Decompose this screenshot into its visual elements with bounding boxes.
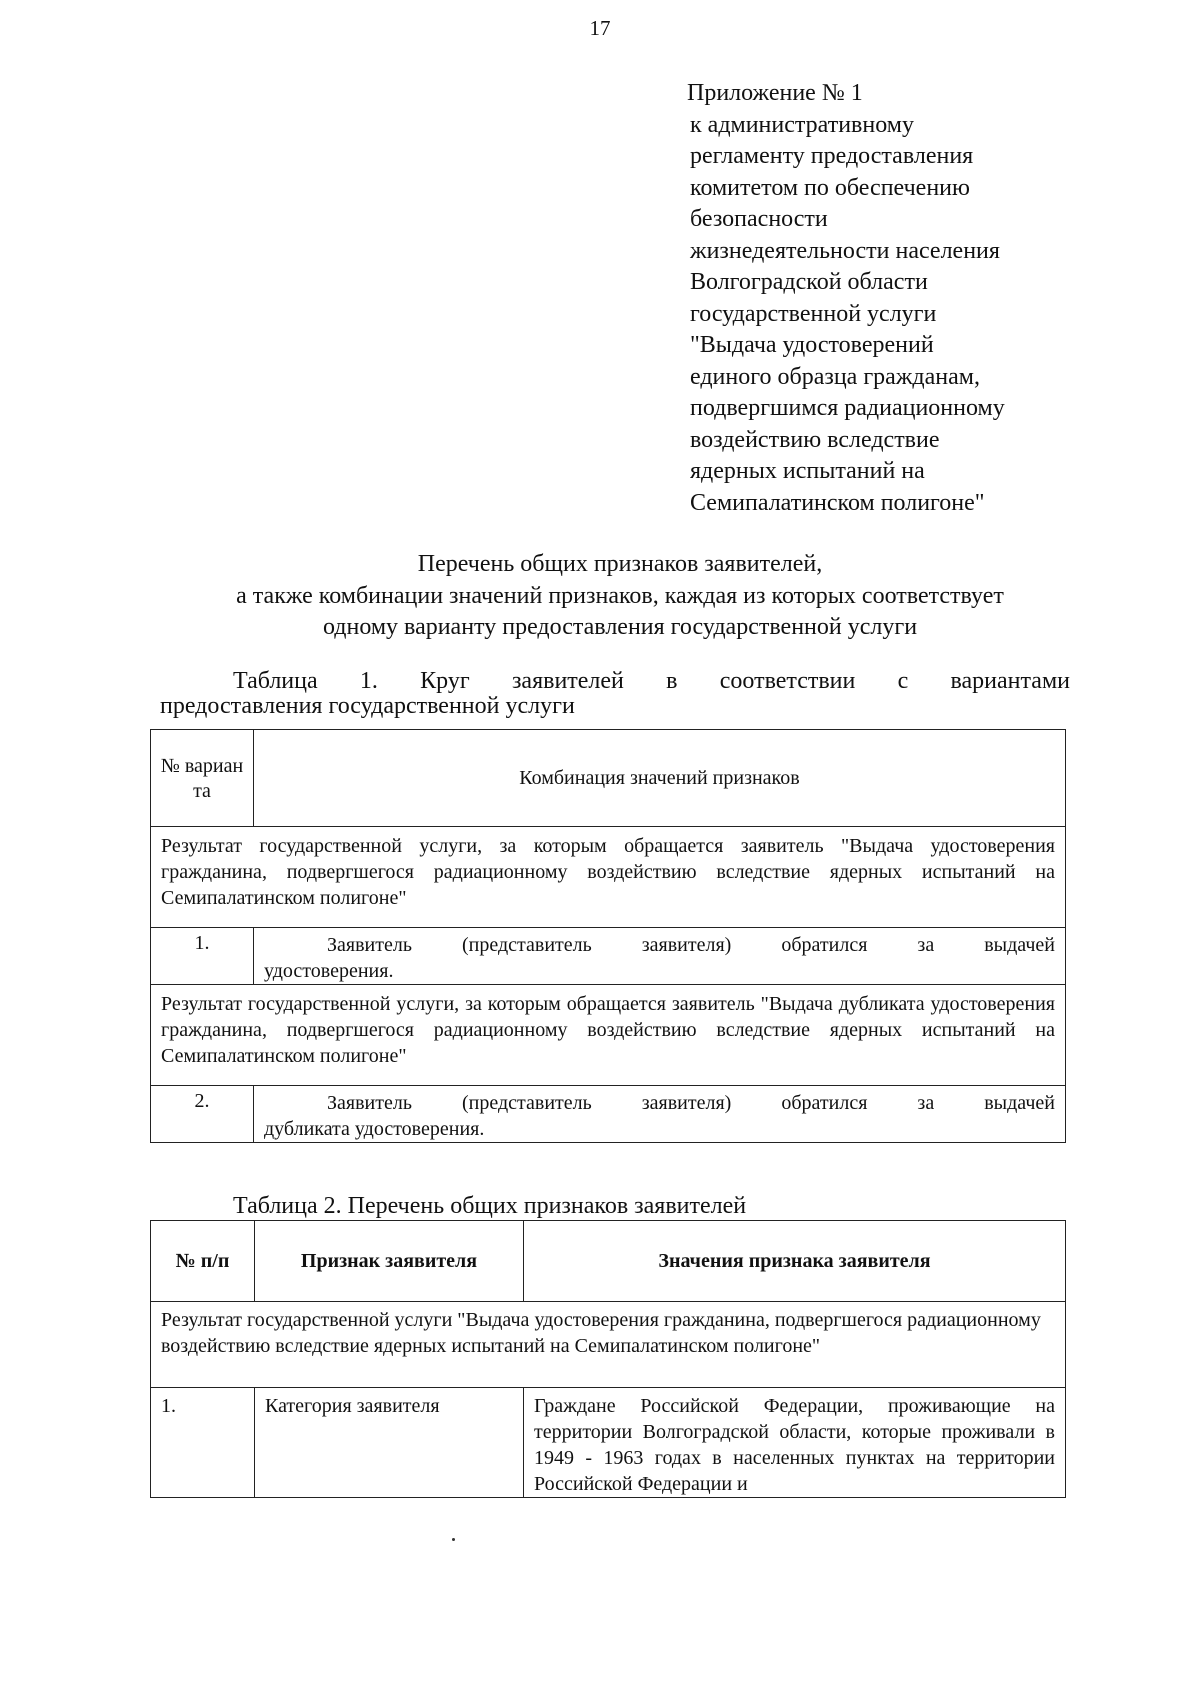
header-combination: Комбинация значений признаков (254, 730, 1066, 827)
result-description: Результат государственной услуги "Выдача удостоверения гражданина, подвергшегося радиационному воздействию вследствие ядерных испытаний на Семипалатинском полигоне" (151, 1302, 1066, 1388)
variant-number: 2. (151, 1086, 254, 1143)
table1-caption-line: Таблица 1. Круг заявителей в соответствии с вариантами (233, 668, 1070, 694)
variant-text-line: Заявитель (представитель заявителя) обратился за выдачей (327, 1092, 1055, 1114)
variant-combination (254, 928, 1066, 985)
attribute-value: Граждане Российской Федерации, проживающие на территории Волгоградской области, которые проживали в 1949 - 1963 годах в населенных пунктах на территории Российской Федерации и (524, 1388, 1066, 1498)
header-variant-number: № вариан та (151, 730, 254, 827)
appendix-line: жизнедеятельности населения (690, 237, 1000, 264)
table1-caption (160, 669, 1070, 719)
table-header-row (151, 1221, 1066, 1302)
table-row (151, 1388, 1066, 1498)
header-number: № п/п (151, 1221, 255, 1302)
attribute-name: Категория заявителя (255, 1388, 524, 1498)
table-result-row (151, 1302, 1066, 1388)
appendix-line: Семипалатинском полигоне" (690, 489, 985, 516)
variant-text-line: удостоверения. (264, 960, 394, 982)
appendix-line: регламенту предоставления (690, 143, 974, 169)
variant-text-line: дубликата удостоверения. (264, 1118, 485, 1140)
document-heading (0, 549, 1200, 644)
table-row (151, 928, 1066, 985)
appendix-block (687, 78, 1110, 519)
scan-dot (452, 1538, 455, 1541)
row-number: 1. (151, 1388, 255, 1498)
table2-caption: Таблица 2. Перечень общих признаков заявителей (233, 1193, 747, 1219)
appendix-line: Волгоградской области (690, 269, 928, 295)
variant-number: 1. (151, 928, 254, 985)
table-result-row (151, 827, 1066, 928)
appendix-line: подвергшимся радиационному (690, 395, 1005, 421)
appendix-line: к административному (690, 111, 914, 138)
appendix-line: "Выдача удостоверений (690, 332, 934, 358)
variant-combination (254, 1086, 1066, 1143)
appendix-line: комитетом по обеспечению (690, 174, 970, 201)
table1-caption-line: предоставления государственной услуги (160, 693, 575, 719)
heading-line: а также комбинации значений признаков, каждая из которых соответствует (236, 582, 1004, 609)
appendix-line: единого образца гражданам, (690, 363, 980, 390)
applicant-attributes-table (150, 1220, 1066, 1498)
appendix-line: воздействию вследствие (690, 426, 940, 453)
table-row (151, 1086, 1066, 1143)
header-attribute-values: Значения признака заявителя (524, 1221, 1066, 1302)
page-number: 17 (589, 16, 611, 40)
variant-text-line: Заявитель (представитель заявителя) обратился за выдачей (327, 934, 1055, 956)
heading-line: Перечень общих признаков заявителей, (417, 551, 823, 577)
appendix-line: ядерных испытаний на (690, 458, 925, 484)
appendix-line: государственной услуги (690, 300, 937, 327)
table-result-row (151, 985, 1066, 1086)
variants-table (150, 729, 1066, 1143)
appendix-line: Приложение № 1 (687, 80, 863, 106)
result-description: Результат государственной услуги, за которым обращается заявитель "Выдача удостоверения гражданина, подвергшегося радиационному воздействию вследствие ядерных испытаний на Семипалатинском полигоне" (151, 827, 1066, 928)
appendix-line: безопасности (690, 206, 828, 232)
heading-line: одному варианту предоставления государственной услуги (322, 614, 918, 640)
result-description: Результат государственной услуги, за которым обращается заявитель "Выдача дубликата удостоверения гражданина, подвергшегося радиационному воздействию вследствие ядерных испытаний на Семипалатинском полигоне" (151, 985, 1066, 1086)
header-attribute: Признак заявителя (255, 1221, 524, 1302)
table-header-row (151, 730, 1066, 827)
